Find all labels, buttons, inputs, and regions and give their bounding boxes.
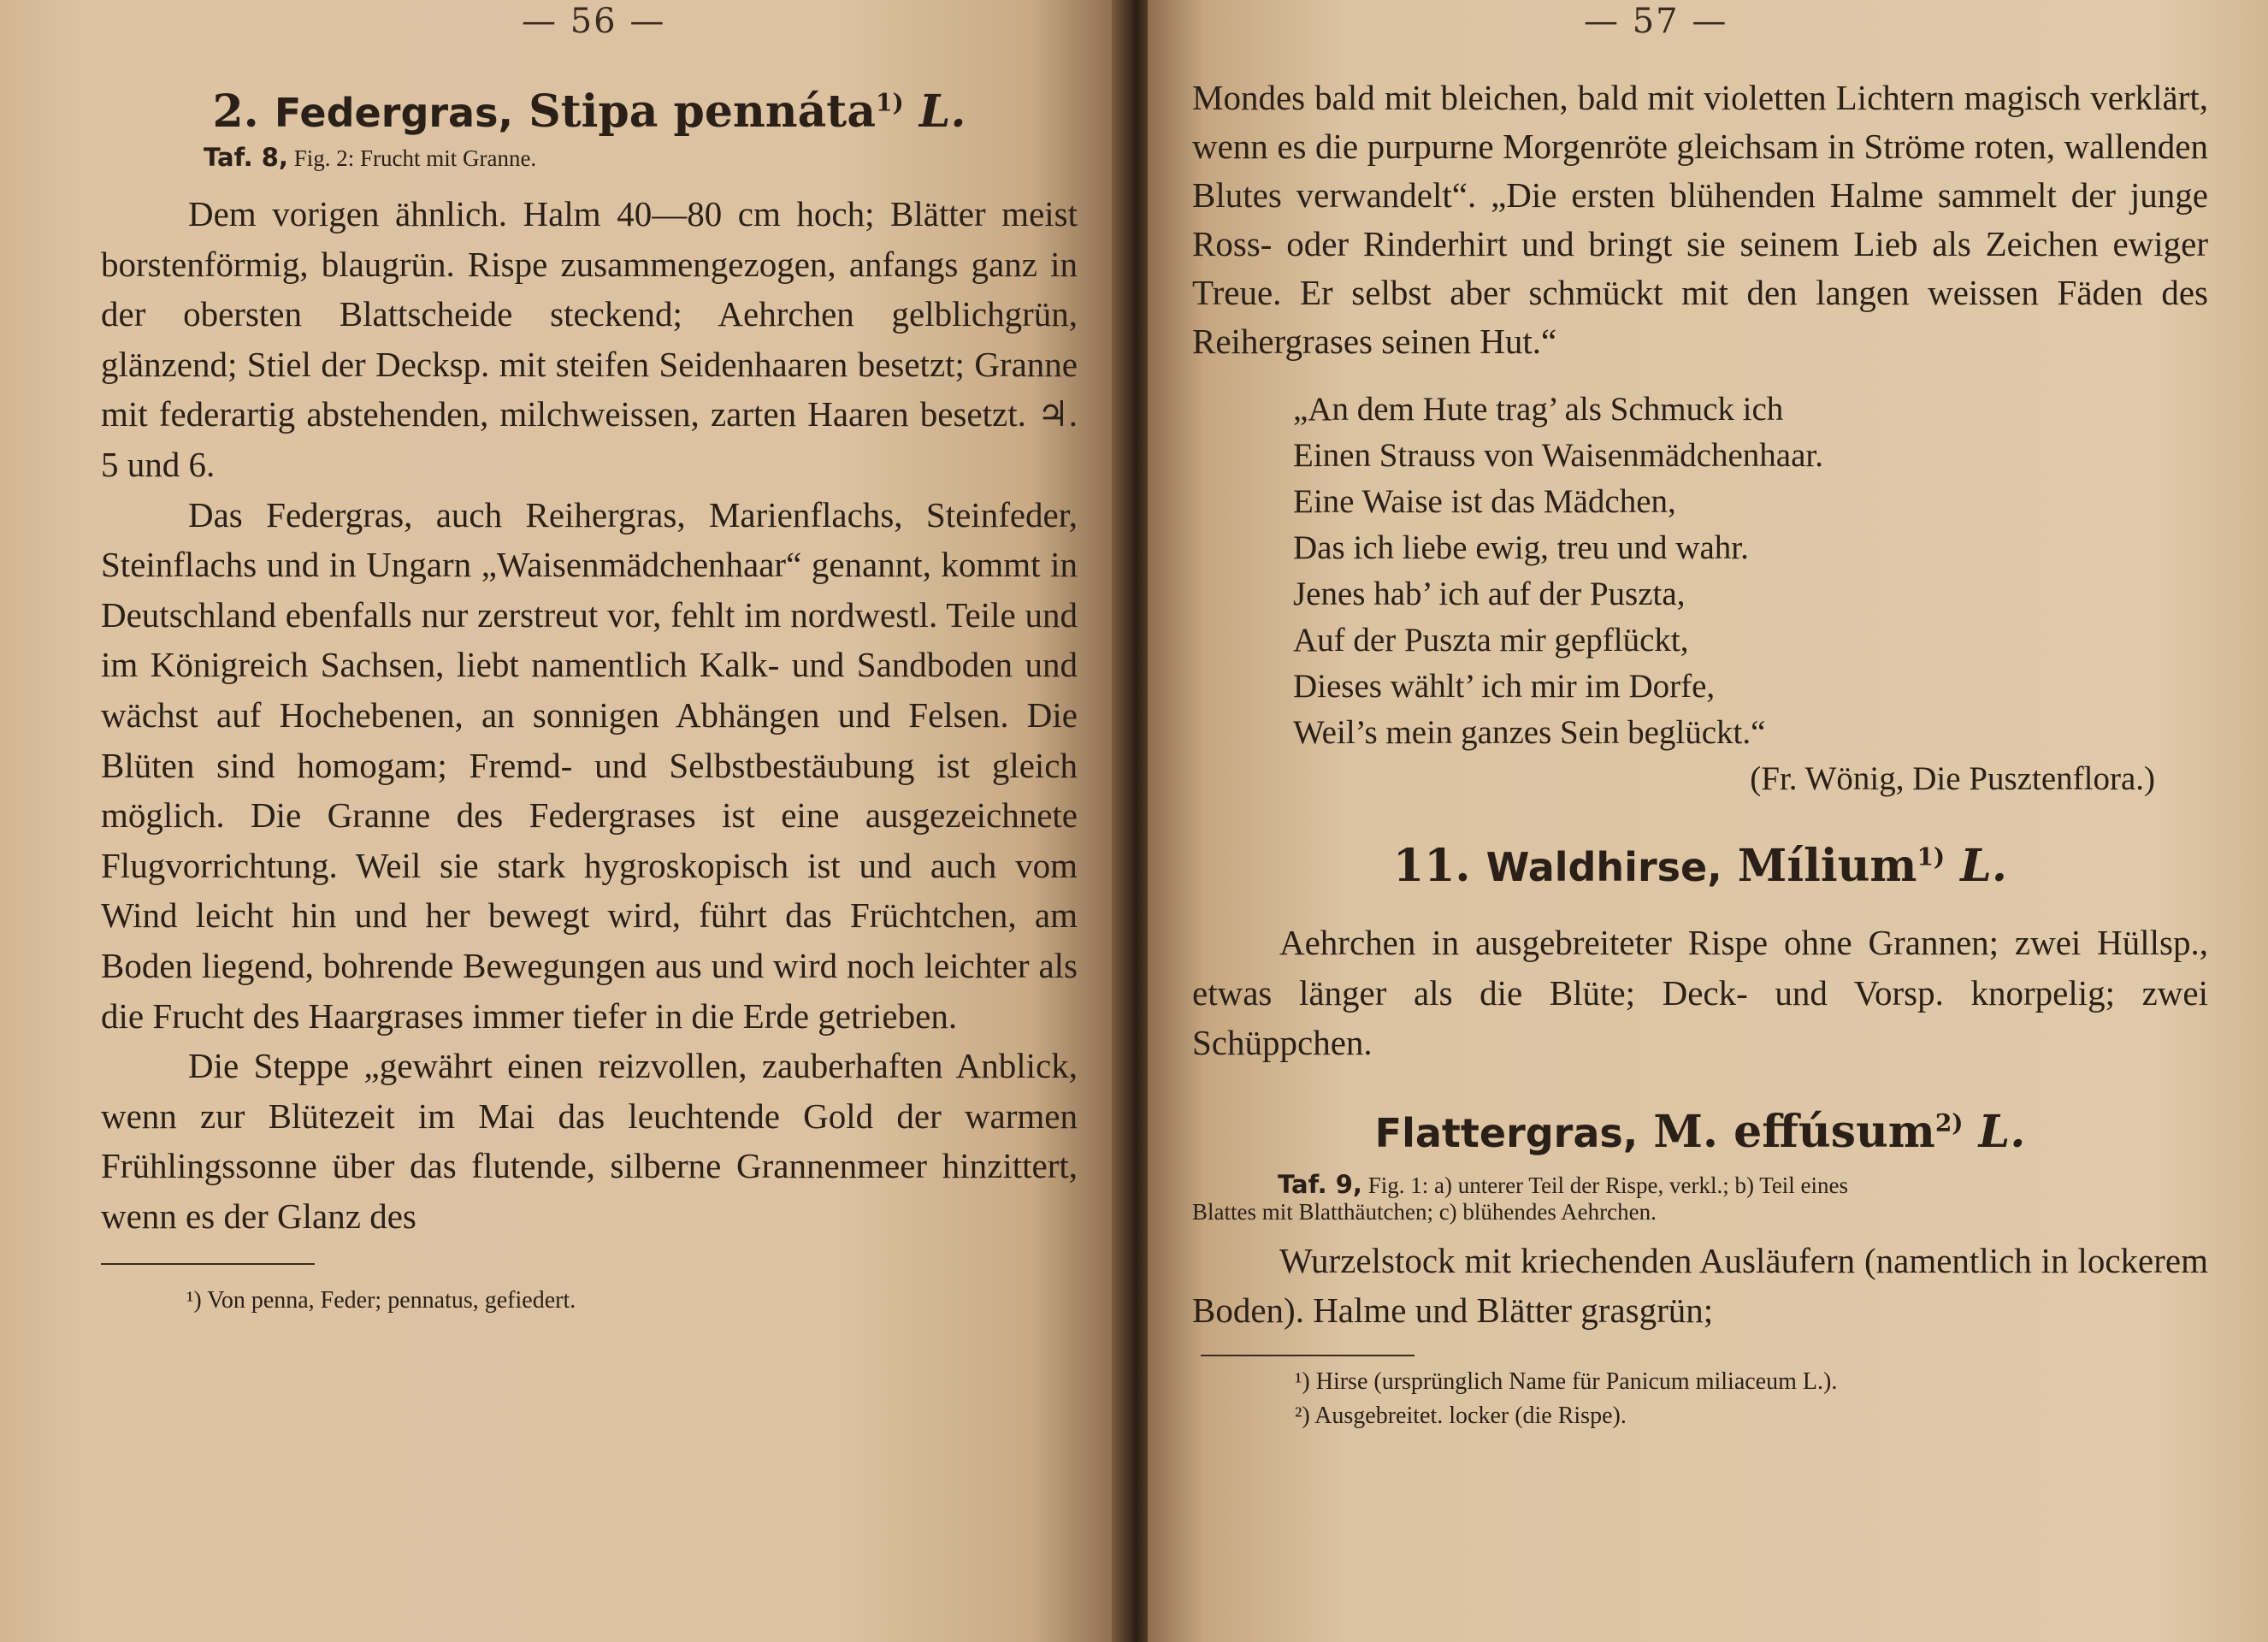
heading-latin: Stipa pennáta	[529, 86, 877, 138]
heading-author: L.	[1978, 1105, 2026, 1158]
poem-source: (Fr. Wönig, Die Pusztenflora.)	[1750, 760, 2155, 797]
section-heading-flattergras	[1192, 1106, 2208, 1158]
footnote-2: ²) Ausgebreitet. locker (die Rispe).	[1295, 1402, 1627, 1429]
footnote-1: ¹) Hirse (ursprünglich Name für Panicum miliaceum L.).	[1295, 1367, 1838, 1395]
genus-description	[1192, 918, 2208, 1068]
heading-author: L.	[918, 86, 966, 138]
figure-caption	[204, 143, 1078, 172]
caption-line-2: Blattes mit Blatthäutchen; c) blühendes Aehrchen.	[1192, 1198, 1657, 1225]
poem-line: „An dem Hute trag’ als Schmuck ich	[1293, 391, 1784, 428]
paragraph-steppe: Die Steppe „gewährt einen reizvollen, zauberhaften Anblick, wenn zur Blütezeit im Mai das leuchtende Gold der warmen Frühlingssonne über das flutende, silberne Grannenmeer hinzittert, wenn es der Glanz des	[101, 1046, 1078, 1236]
poem-line: Auf der Puszta mir gepflückt,	[1293, 622, 1689, 659]
caption-plate: Taf. 8,	[204, 143, 288, 172]
body-text-continued	[1192, 74, 2208, 366]
figure-caption	[1192, 1170, 2208, 1226]
footnote-rule	[1201, 1355, 1415, 1356]
right-page	[1148, 0, 2268, 1642]
caption-plate: Taf. 9,	[1278, 1169, 1362, 1199]
body-text	[101, 189, 1078, 1241]
section-heading-waldhirse	[1192, 840, 2208, 892]
caption-text: Fig. 2: Frucht mit Granne.	[293, 145, 537, 171]
heading-name: Waldhirse,	[1485, 844, 1722, 890]
section-heading-federgras	[101, 86, 1078, 138]
caption-line-1	[1278, 1170, 2208, 1199]
left-page	[0, 0, 1120, 1642]
heading-footnote-ref: 1)	[876, 88, 904, 117]
paragraph-description: Dem vorigen ähnlich. Halm 40—80 cm hoch; Blätter meist borstenförmig, blaugrün. Rispe zusammengezogen, anfangs ganz in der obersten Blattscheide steckend; Aehrchen gelblichgrün, glänzend; Stiel der Decksp. mit steifen Seidenhaaren besetzt; Granne mit federartig abstehenden, milchweissen, zarten Haaren besetzt. ♃. 5 und 6.	[101, 194, 1078, 484]
poem-line: Das ich liebe ewig, treu und wahr.	[1293, 529, 1749, 566]
heading-latin: Mílium	[1737, 840, 1917, 892]
heading-footnote-ref: 2)	[1934, 1108, 1964, 1137]
poem-line: Eine Waise ist das Mädchen,	[1293, 483, 1676, 520]
paragraph-genus: Aehrchen in ausgebreiteter Rispe ohne Grannen; zwei Hüllsp., etwas länger als die Blüte; Deck- und Vorsp. knorpelig; zwei Schüppchen.	[1192, 923, 2208, 1063]
heading-name: Flattergras,	[1374, 1109, 1639, 1156]
poem-line: Dieses wählt’ ich mir im Dorfe,	[1293, 668, 1716, 705]
poem-line: Weil’s mein ganzes Sein beglückt.“	[1293, 714, 1766, 751]
footnote-rule	[101, 1263, 315, 1265]
page-number-57: — 57 —	[1584, 2, 1728, 41]
paragraph-continued: Mondes bald mit bleichen, bald mit violetten Lichtern magisch verklärt, wenn es die purpurne Morgenröte gleichsam in Ströme roten, wallenden Blutes verwandelt“. „Die ersten blühenden Halme sammelt der junge Ross- oder Rinderhirt und bringt sie seinem Lieb als Zeichen ewiger Treue. Er selbst aber schmückt mit den langen weissen Fäden des Reihergrases seinen Hut.“	[1192, 78, 2208, 361]
heading-footnote-ref: 1)	[1917, 842, 1946, 871]
poem-line: Einen Strauss von Waisenmädchenhaar.	[1293, 437, 1823, 474]
paragraph-species: Wurzelstock mit kriechenden Ausläufern (namentlich in lockerem Boden). Halme und Blätter grasgrün;	[1192, 1240, 2208, 1331]
footnote: ¹) Von penna, Feder; pennatus, gefiedert.	[186, 1287, 576, 1314]
poem-line: Jenes hab’ ich auf der Puszta,	[1293, 576, 1686, 612]
species-description	[1192, 1236, 2208, 1336]
paragraph-distribution: Das Federgras, auch Reihergras, Marienflachs, Steinfeder, Steinflachs und in Ungarn „Waisenmädchenhaar“ genannt, kommt in Deutschland ebenfalls nur zerstreut vor, fehlt im nordwestl. Teile und im Königreich Sachsen, liebt namentlich Kalk- und Sandboden und wächst auf Hochebenen, an sonnigen Abhängen und Felsen. Die Blüten sind homogam; Fremd- und Selbstbestäubung ist gleich möglich. Die Granne des Federgrases ist eine ausgezeichnete Flugvorrichtung. Weil sie stark hygroskopisch ist und auch vom Wind leicht hin und her bewegt wird, führt das Früchtchen, am Boden liegend, bohrende Bewegungen aus und wird noch leichter als die Frucht des Haargrases immer tiefer in die Erde getrieben.	[101, 494, 1078, 1036]
page-number-56: — 56 —	[522, 2, 666, 41]
caption-text: Fig. 1: a) unterer Teil der Rispe, verkl.; b) Teil eines	[1367, 1172, 1849, 1198]
poem	[1293, 387, 2208, 802]
heading-author: L.	[1960, 840, 2007, 892]
heading-number: 2.	[212, 86, 259, 138]
heading-name: Federgras,	[274, 90, 513, 136]
heading-number: 11.	[1393, 840, 1471, 892]
heading-latin: M. effúsum	[1653, 1105, 1935, 1158]
